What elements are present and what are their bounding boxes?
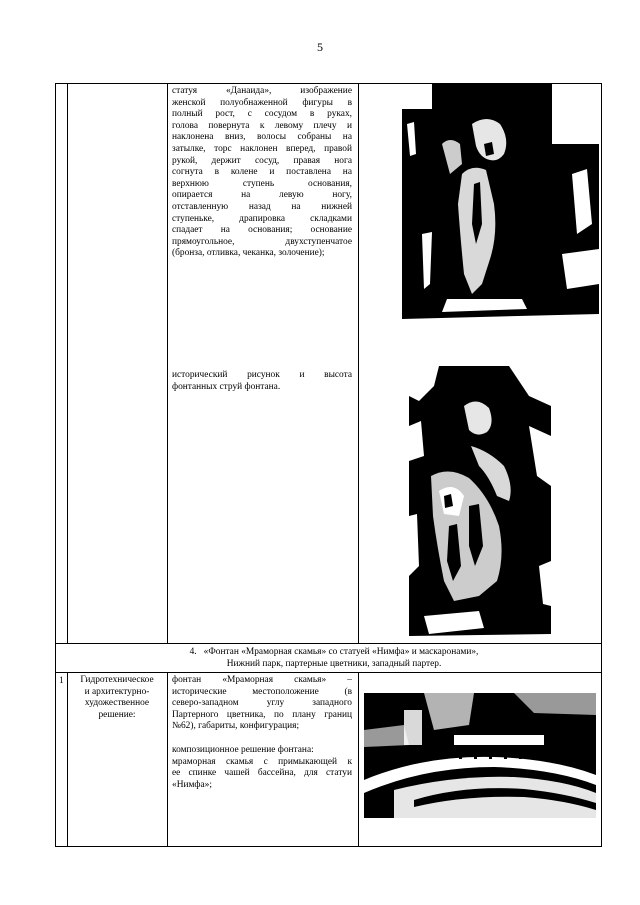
row-number: 1 — [59, 676, 64, 686]
section-4-title-line-1: 4. «Фонтан «Мраморная скамья» со статуей «Нимфа» и маскаронами», — [189, 647, 479, 657]
row-category: Гидротехническое и архитектурно- художественное решение: — [80, 675, 154, 720]
table-divider-category — [167, 83, 168, 643]
table-divider-desc-row1 — [358, 672, 359, 846]
section-4-title-line-2: Нижний парк, партерные цветники, западный партер. — [226, 658, 442, 669]
statue-description: статуя «Данаида», изображение женской полуобнаженной фигуры в полный рост, с сосудом в руках, голова повернута к левому плечу и наклонена вниз, волосы собраны на затылке, торс наклонен вперед, правой рукой, держит сосуд, правая нога согнута в колене и поставлена на верхнюю ступень основания, опирается на левую ногу, отставленную назад на нижней ступеньке, драпировка складками спадает на основания; основание прямоугольное, двухступенчатое (бронза, отливка, чеканка, золочение); — [172, 86, 352, 259]
table-border-right — [601, 83, 602, 846]
table-bottom-border — [55, 846, 602, 847]
section-title-top-border — [55, 643, 602, 644]
danaida-statue-photo-1 — [402, 84, 599, 330]
danaida-statue-photo-2 — [409, 366, 551, 641]
table-divider-num-row1 — [67, 672, 68, 846]
table-border-left — [55, 83, 56, 846]
table-divider-desc — [358, 83, 359, 643]
fountain-description: фонтан «Мраморная скамья» – исторические местоположение (в северо-западном углу западного Партерного цветника, по плану границ №62), габариты, конфигурация; — [172, 675, 352, 732]
historic-drawing-text: исторический рисунок и высота фонтанных струй фонтана. — [172, 370, 352, 392]
section-title-bottom-border — [55, 672, 602, 673]
table-divider-category-row1 — [167, 672, 168, 846]
section-4-title — [68, 647, 600, 670]
page-number: 5 — [317, 40, 323, 54]
marble-bench-fountain-photo — [364, 685, 596, 818]
table-divider-num — [67, 83, 68, 643]
composition-description: композиционное решение фонтана: мраморная скамья с примыкающей к ее спинке чашей бассейна, для статуи «Нимфа»; — [172, 745, 352, 790]
